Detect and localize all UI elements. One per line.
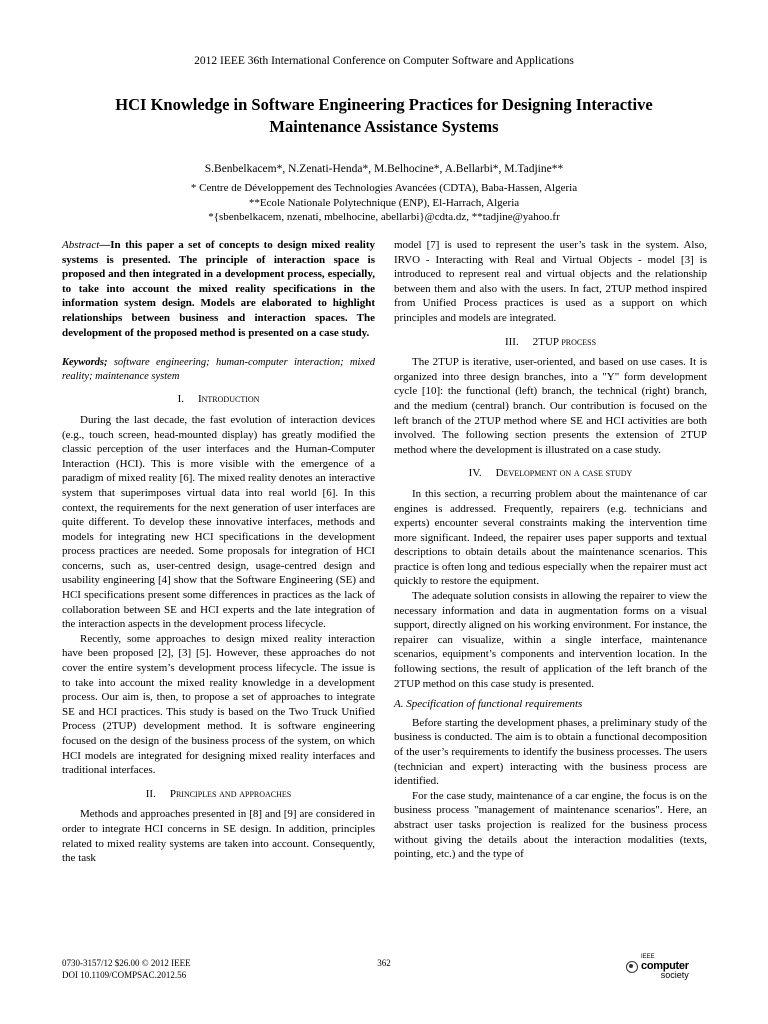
left-column <box>62 238 375 866</box>
author-list: S.Benbelkacem*, N.Zenati-Henda*, M.Belhocine*, A.Bellarbi*, M.Tadjine** <box>204 163 564 175</box>
computer-society-logo: IEEE computer society <box>626 953 706 980</box>
paragraph: The 2TUP is iterative, user-oriented, and based on use cases. It is organized into three design branches, into a "Y" form development cycle [10]: the functional (left) branch, the technical (right) branch, and the medium (central) branch. Our contribution is focused on the left branch of the 2TUP method where SE and HCI activities are both involved. The following section presents the extension of 2TUP method where the development is illustrated on a case study. <box>394 356 707 456</box>
abstract-label: Abstract <box>62 239 100 251</box>
affiliation-2: **Ecole Nationale Polytechnique (ENP), El-Harrach, Algeria <box>248 197 520 209</box>
affiliation-1: * Centre de Développement des Technologies Avancées (CDTA), Baba-Hassen, Algeria <box>190 182 578 194</box>
paragraph: model [7] is used to represent the user’s task in the system. Also, IRVO - Interacting with Real and Virtual Objects - model [3] is introduced to represent real and virtual objects and the relationship between them and also with the users. In fact, 2TUP method inspired from Unified Process practices is used as a support on which principles and models are integrated. <box>394 239 707 324</box>
paragraph: Methods and approaches presented in [8] and [9] are considered in order to integrate HCI concerns in SE design. In addition, principles related to mixed reality systems are taken into account. Consequently, the task <box>62 808 375 865</box>
paragraph: During the last decade, the fast evolution of interaction devices (e.g., touch screen, head-mounted display) has greatly modified the classic perception of the user interfaces and the Human-Computer Interaction (HCI). This is more visible with the emergence of a paradigm of mixed reality [6]. The mixed reality denotes an interactive system that superimposes virtual data into real world [6]. In this context, the requirements for the next generation of user interfaces are quite different. To develop these innovative interfaces, methods and models for integrating new HCI specifications in the development process practices are needed. Some proposals for integration of HCI concerns, such as, user-centred design, usage-centred design and usability engineering [4] show that the Software Engineering (SE) and HCI specifications present some differences in practices as the lack of collaboration between SE and HCI experts and the late integration of the interaction aspects in the development process lifecycle. <box>62 413 375 631</box>
right-column <box>394 238 707 862</box>
paper-title: HCI Knowledge in Software Engineering Practices for Designing Interactive Maintenance Assistance Systems <box>115 95 653 136</box>
paragraph: Recently, some approaches to design mixed reality interaction have been proposed [2], [3] [5]. However, these approaches do not cover the entire system’s development process lifecycle. The issue is to take into account the mixed reality knowledge in a development process. Our aim is, then, to propose a set of approaches to integrate SE and HCI practices. This study is based on the Two Truck Unified Process (2TUP) development method. It is software engineering focused on the design of the business process of the system, on which HCI models are integrated for designing mixed reality interfaces and traditional interfaces. <box>62 632 375 777</box>
conference-header: 2012 IEEE 36th International Conference on Computer Software and Applications <box>194 55 574 67</box>
subsection-heading-functional-requirements: A. Specification of functional requirements <box>394 698 583 711</box>
paragraph: For the case study, maintenance of a car engine, the focus is on the business process "management of maintenance scenarios". Here, an abstract user tasks projection is realized for the business process without giving the details about the interaction modalities (texts, pointing, etc.) and the type of <box>394 789 707 861</box>
keywords-label: Keywords; <box>62 357 108 369</box>
abstract-text: —In this paper a set of concepts to design mixed reality systems is presented. The principle of interaction space is proposed and then integrated in a development process, especially, to take into account the mixed reality specifications in the information system design. Models are elaborated to highlight relationships between business and interaction spaces. The development of the proposed method is presented on a case study. <box>62 239 375 339</box>
section-heading-case-study: IV. Development on a case study <box>468 467 633 480</box>
footer-copyright: 0730-3157/12 $26.00 © 2012 IEEE DOI 10.1109/COMPSAC.2012.56 <box>62 958 191 980</box>
abstract <box>62 238 375 340</box>
paragraph: Before starting the development phases, a preliminary study of the business is conducted. The aim is to obtain a functional decomposition of the user’s requirements to identify the business processes. The users (technician and expert) interacting with the business process are identified. <box>394 716 707 788</box>
page-number: 362 <box>377 958 391 968</box>
paragraph: The adequate solution consists in allowing the repairer to view the necessary information and data in augmentation forms on a visual support, directly aligned on his working environment. For instance, the repairer can visualize, within a single interface, maintenance scenarios, equipment’s components and intervention location. In the following sections, the result of application of the left branch of the 2TUP method on this case study is presented. <box>394 590 707 690</box>
section-heading-introduction: I. Introduction <box>177 393 260 406</box>
keywords-text: software engineering; human-computer interaction; mixed reality; maintenance system <box>62 357 375 382</box>
keywords <box>62 356 375 383</box>
section-heading-2tup: III. 2TUP process <box>504 335 597 348</box>
ieee-logo-icon <box>626 961 638 973</box>
section-heading-principles: II. Principles and approaches <box>145 787 292 800</box>
paragraph: In this section, a recurring problem about the maintenance of car engines is addressed. Frequently, repairers (e.g. technicians and experts) encounter several constraints making the intervention time more significant. Indeed, the repairer uses paper supports and textual descriptions to obtain details about the maintenance scenarios. This practice is often long and tedious especially when the repairer must act quickly to restore the equipment. <box>394 487 707 588</box>
affiliation-emails: *{sbenbelkacem, nzenati, mbelhocine, abellarbi}@cdta.dz, **tadjine@yahoo.fr <box>208 211 560 223</box>
